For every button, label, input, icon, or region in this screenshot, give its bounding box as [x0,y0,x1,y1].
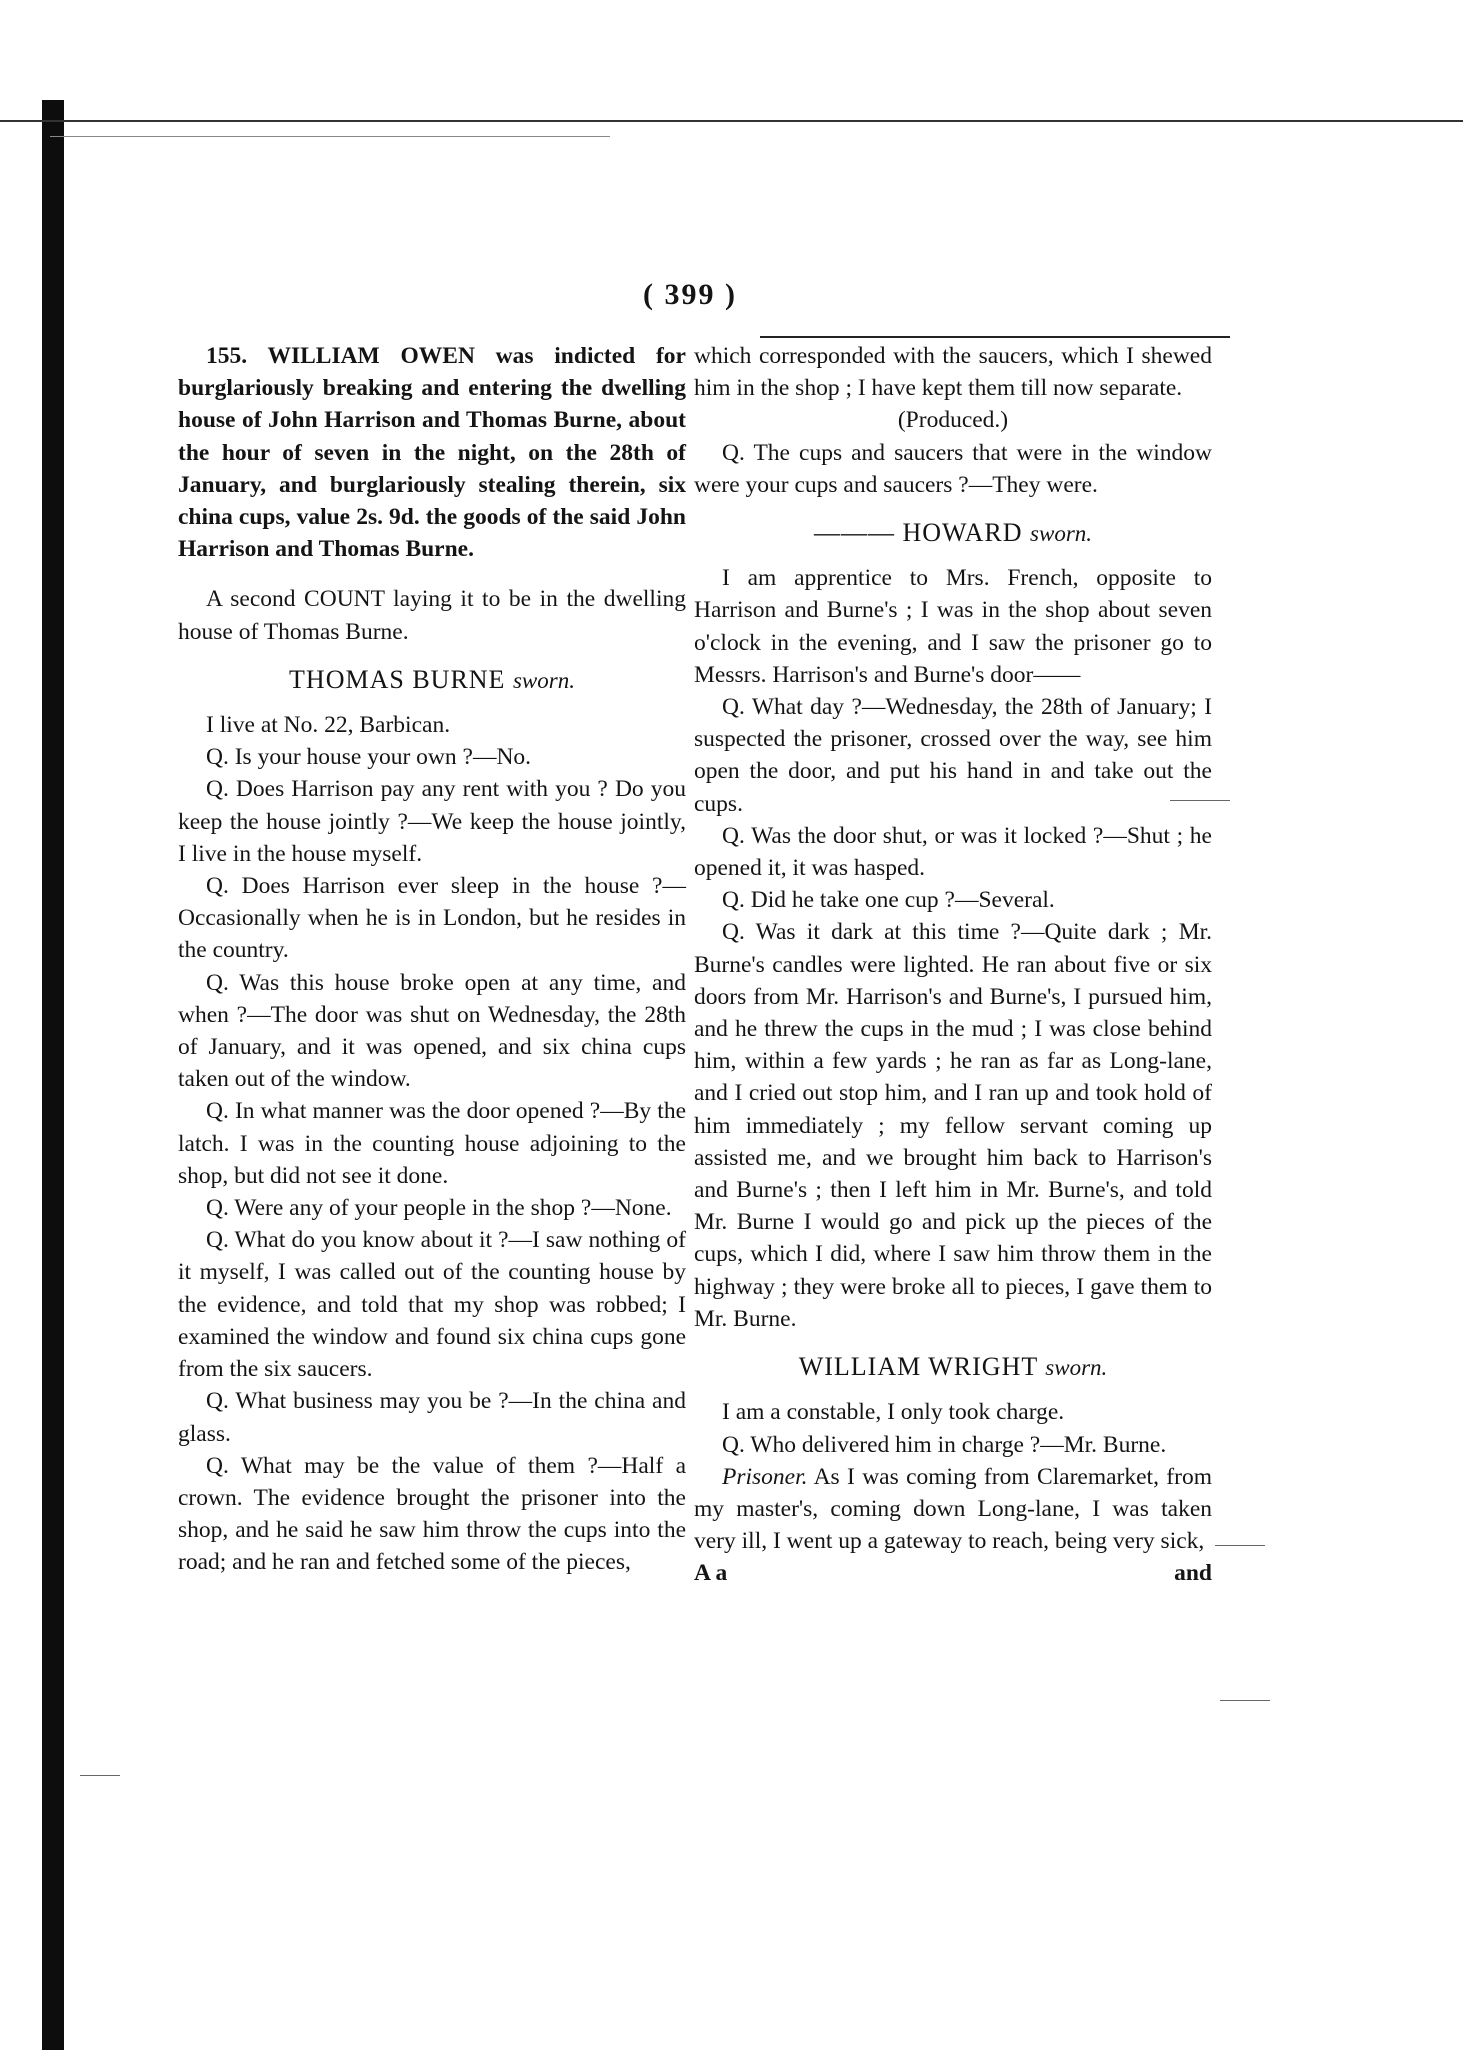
margin-mark [1220,1700,1270,1701]
witness-name: HOWARD [902,518,1023,548]
left-column [178,340,686,1579]
testimony-paragraph: Q. Did he take one cup ?—Several. [722,887,1055,914]
sworn-label: sworn. [1030,521,1093,547]
prisoner-text: As I was coming from Claremarket, from my master's, coming down Long-lane, I was taken very ill, I went up a gateway to reach, being very sick, [694,1463,1212,1555]
witness-dash: ——— [813,518,895,548]
header-rule [760,336,1230,338]
testimony-paragraph: Q. What day ?—Wednesday, the 28th of January; I suspected the prisoner, crossed over the way, see him open the door, and put his hand in and take out the cups. [694,694,1212,817]
testimony-paragraph: Q. What do you know about it ?—I saw nothing of it myself, I was called out of the counting house by the evidence, and told that my shop was robbed; I examined the window and found six china cups gone from the six saucers. [178,1227,686,1383]
signature-mark: A a [694,1560,728,1587]
testimony-paragraph: Q. The cups and saucers that were in the window were your cups and saucers ?—They were. [694,439,1212,498]
prisoner-label: Prisoner. [722,1463,808,1490]
sworn-label: sworn. [512,667,575,693]
testimony-paragraph: Q. Who delivered him in charge ?—Mr. Burne. [722,1431,1167,1458]
second-count: A second COUNT laying it to be in the dwelling house of Thomas Burne. [178,586,686,645]
testimony-paragraph: Q. Were any of your people in the shop ?—None. [206,1195,672,1222]
testimony-paragraph: Q. What may be the value of them ?—Half a crown. The evidence brought the prisoner into the shop, and he said he saw him throw the cups into the road; and he ran and fetched some of the pieces, [178,1452,686,1576]
testimony-paragraph: Q. Is your house your own ?—No. [206,744,532,771]
testimony-paragraph: Q. Was it dark at this time ?—Quite dark ; Mr. Burne's candles were lighted. He ran about five or six doors from Mr. Harrison's and Burne's, I pursued him, and he threw the cups in the mud ; I was close behind him, within a few yards ; he ran as far as Long-lane, and I cried out stop him, and I ran up and took hold of him immediately ; my fellow servant coming up assisted me, and we brought him back to Harrison's and Burne's ; then I left him in Mr. Burne's, and told Mr. Burne I would go and pick up the pieces of the cups, which I did, where I saw him throw them in the highway ; they were broke all to pieces, I gave them to Mr. Burne. [694,919,1212,1332]
testimony-paragraph: which corresponded with the saucers, which I shewed him in the shop ; I have kept them till now separate. [694,343,1212,402]
scan-binding-edge [42,100,64,2050]
prisoner-defence [694,1461,1212,1558]
right-column [694,340,1212,1590]
produced-note: (Produced.) [897,407,1009,434]
margin-mark [1215,1545,1265,1546]
testimony-paragraph: I am apprentice to Mrs. French, opposite to Harrison and Burne's ; I was in the shop about seven o'clock in the evening, and I saw the prisoner go to Messrs. Harrison's and Burne's door—— [694,565,1212,688]
testimony-paragraph: I am a constable, I only took charge. [722,1399,1065,1426]
scan-artifact-line [50,136,610,137]
testimony-paragraph: I live at No. 22, Barbican. [206,712,451,739]
page-footer [694,1557,1212,1589]
testimony-paragraph: Q. What business may you be ?—In the china and glass. [178,1388,686,1447]
witness-name: WILLIAM WRIGHT [798,1352,1038,1382]
page-number: ( 399 ) [643,278,737,311]
testimony-paragraph: Q. In what manner was the door opened ?—By the latch. I was in the counting house adjoining to the shop, but did not see it done. [178,1098,686,1189]
margin-mark [80,1775,120,1776]
testimony-paragraph: Q. Does Harrison pay any rent with you ? Do you keep the house jointly ?—We keep the house jointly, I live in the house myself. [178,776,686,867]
witness-name: THOMAS BURNE [289,664,506,694]
testimony-paragraph: Q. Was this house broke open at any time, and when ?—The door was shut on Wednesday, the 28th of January, and it was opened, and six china cups taken out of the window. [178,969,686,1093]
catchword: and [1174,1560,1212,1587]
testimony-paragraph: Q. Does Harrison ever sleep in the house ?—Occasionally when he is in London, but he resides in the country. [178,873,686,964]
testimony-paragraph: Q. Was the door shut, or was it locked ?—Shut ; he opened it, it was hasped. [694,822,1212,882]
witness-heading [694,1351,1212,1384]
scan-artifact-line [0,120,1463,122]
witness-heading [694,517,1212,550]
witness-heading [178,664,686,697]
sworn-label: sworn. [1045,1355,1108,1381]
case-intro: 155. WILLIAM OWEN was indicted for burglariously breaking and entering the dwelling house of John Harrison and Thomas Burne, about the hour of seven in the night, on the 28th of January, and burglariously stealing therein, six china cups, value 2s. 9d. the goods of the said John Harrison and Thomas Burne. [178,343,686,563]
